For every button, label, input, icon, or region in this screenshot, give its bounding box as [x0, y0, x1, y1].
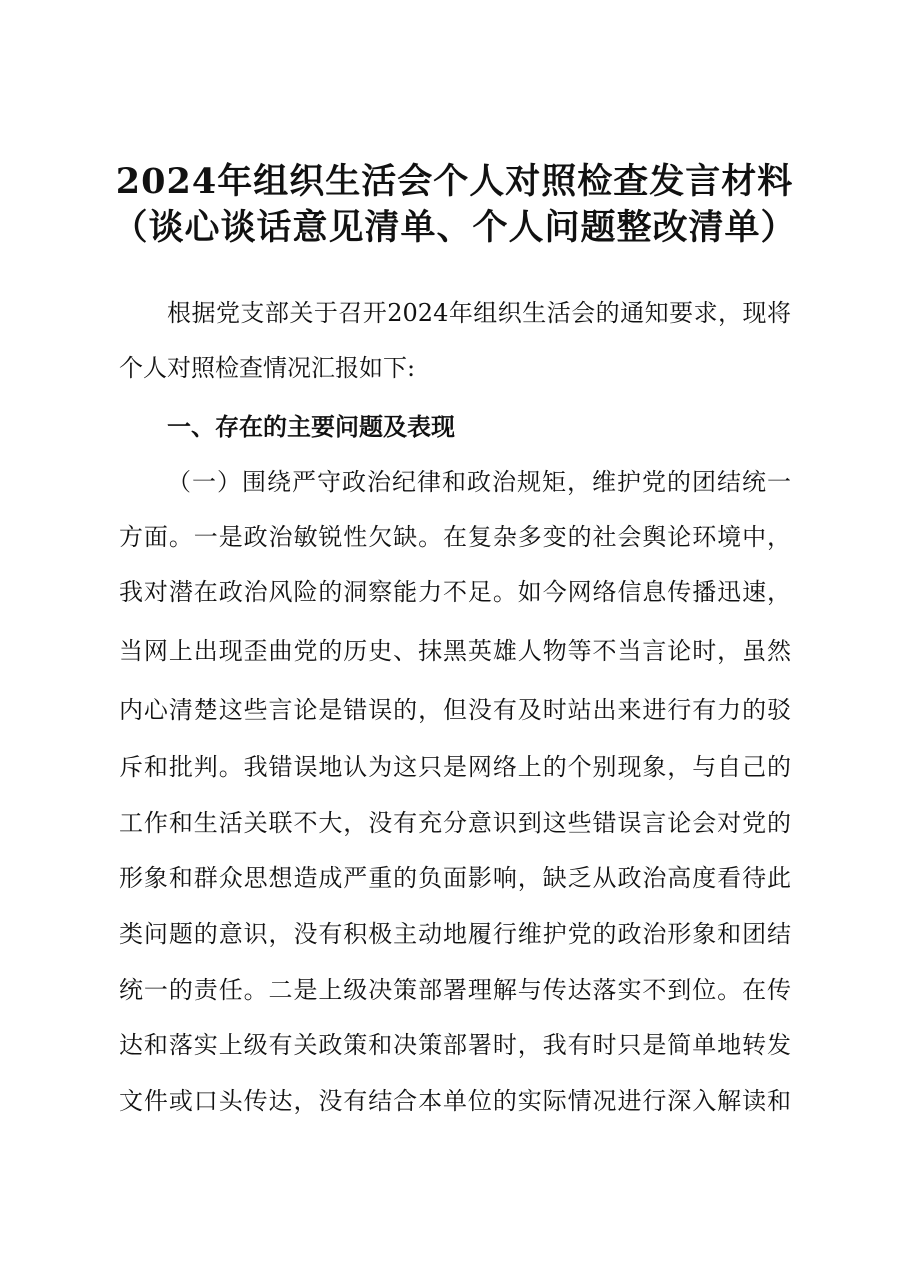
paragraph-line: 斥和批判。我错误地认为这只是网络上的个别现象，与自己的 — [119, 753, 791, 781]
paragraph-line: 文件或口头传达，没有结合本单位的实际情况进行深入解读和 — [119, 1087, 791, 1115]
paragraph-line: 我对潜在政治风险的洞察能力不足。如今网络信息传播迅速， — [119, 578, 791, 606]
intro-line: 个人对照检查情况汇报如下: — [119, 354, 416, 382]
paragraph-line: 统一的责任。二是上级决策部署理解与传达落实不到位。在传 — [119, 976, 791, 1004]
paragraph-line: 方面。一是政治敏锐性欠缺。在复杂多变的社会舆论环境中， — [119, 523, 791, 551]
paragraph-line: 当网上出现歪曲党的历史、抹黑英雄人物等不当言论时，虽然 — [119, 637, 791, 665]
paragraph-line: 形象和群众思想造成严重的负面影响，缺乏从政治高度看待此 — [119, 864, 791, 892]
paragraph-line: 达和落实上级有关政策和决策部署时，我有时只是简单地转发 — [119, 1031, 791, 1059]
document-title: 2024年组织生活会个人对照检查发言材料 — [115, 161, 794, 202]
document-subtitle: （谈心谈话意见清单、个人问题整改清单） — [112, 207, 797, 248]
paragraph-line: （一）围绕严守政治纪律和政治规矩，维护党的团结统一 — [167, 468, 791, 496]
paragraph-line: 工作和生活关联不大，没有充分意识到这些错误言论会对党的 — [119, 809, 791, 837]
section-heading: 一、存在的主要问题及表现 — [167, 413, 455, 441]
paragraph-line: 类问题的意识，没有积极主动地履行维护党的政治形象和团结 — [119, 920, 791, 948]
paragraph-line: 内心清楚这些言论是错误的，但没有及时站出来进行有力的驳 — [119, 696, 791, 724]
intro-line: 根据党支部关于召开2024年组织生活会的通知要求，现将 — [167, 299, 791, 327]
